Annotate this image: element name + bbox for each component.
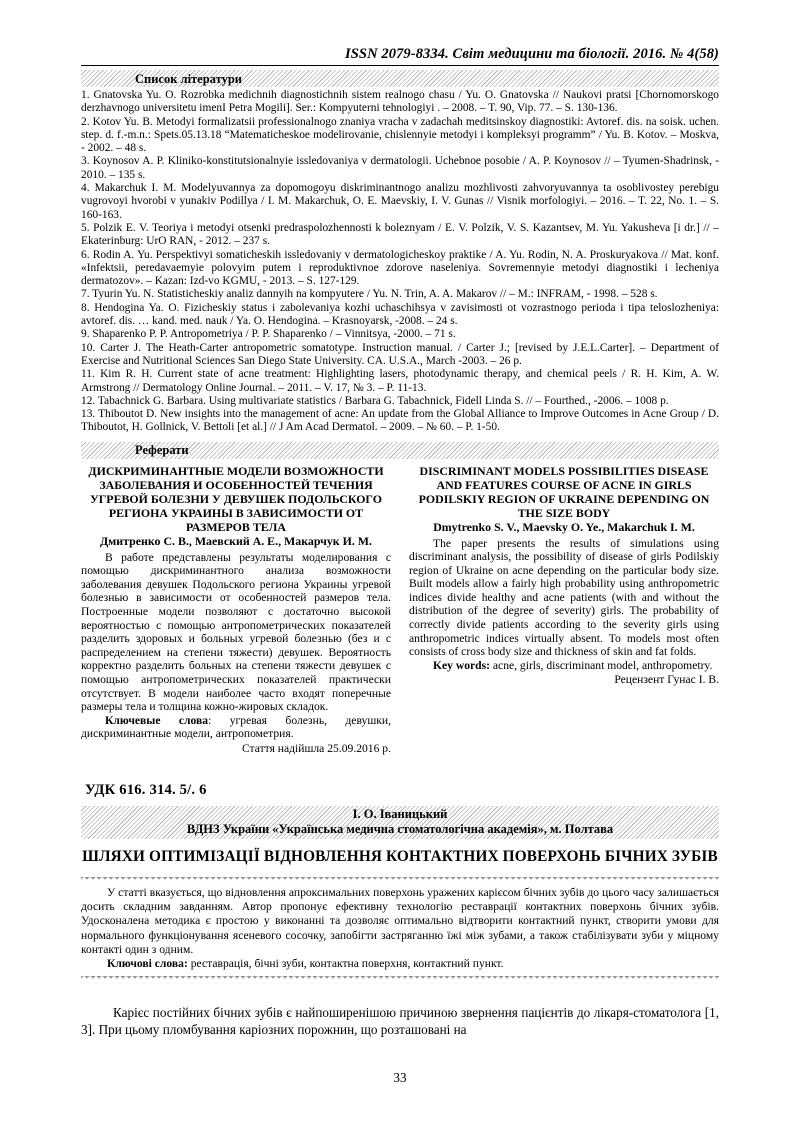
article2-abstract bbox=[81, 882, 719, 974]
abstract-en-keywords bbox=[409, 659, 719, 673]
reference-item: 11. Kim R. H. Current state of acne treatment: Highlighting lasers, photodynamic therapy, and chemical peels / R. H. Kim, A. W. Armstrong // Dermatology Online Journal. – 2011. – V. 17, № 3. – P. 11-13. bbox=[81, 368, 719, 394]
abstract-ru-keywords-label: Ключевые слова bbox=[105, 713, 209, 727]
reference-item: 7. Tyurin Yu. N. Statisticheskiy analiz dannyih na kompyutere / Yu. N. Trin, A. A. Makarov // – M.: INFRAM, - 1998. – 528 s. bbox=[81, 288, 658, 301]
abstract-ru-footer: Стаття надійшла 25.09.2016 р. bbox=[241, 741, 391, 755]
abstract-en-authors: Dmytrenko S. V., Maevsky O. Ye., Makarchuk I. M. bbox=[433, 520, 695, 535]
reference-item: 10. Carter J. The Heath-Carter antropometric somatotype. Instruction manual. / Carter J.; [revised by J.E.L.Carter]. – Department of Exercise and Nutritional Sciences San Diego State University. CA. U.S.A., March -2003. – 26 p. bbox=[81, 341, 719, 367]
article2-body bbox=[81, 1005, 719, 1038]
abstract-russian bbox=[81, 464, 391, 756]
reference-item: 9. Shaparenko P. P. Antropometriya / P. P. Shaparenko / – Vinnitsya, -2000. – 71 s. bbox=[81, 328, 456, 341]
reference-item: 6. Rodin A. Yu. Perspektivyi somaticheskih issledovaniy v dermatologicheskoy praktike / A. Yu. Rodin, N. A. Proskuryakova // Mat. konf. «Infektsii, peredavaemyie polovyim putem i reproduktivnoe zdorove naseleniya. Sovremennyie metodyi diagnostiki i lecheniya dermatozov». – Kazan: Izd-vo KGMU, - 2013. – S. 127-129. bbox=[81, 248, 719, 288]
article2-affiliation: ВДНЗ України «Українська медична стоматологічна академія», м. Полтава bbox=[186, 821, 614, 836]
article2-title: ШЛЯХИ ОПТИМІЗАЦІЇ ВІДНОВЛЕННЯ КОНТАКТНИХ ПОВЕРХОНЬ БІЧНИХ ЗУБІВ bbox=[82, 847, 718, 865]
article2-abstract-body: У статті вказується, що відновлення апроксимальних поверхонь уражених карієсом бічних зубів до цього часу залишається досить складним завданням. Автор пропонує ефективну технологію реставрації контактних поверхонь бічних зубів. Удосконалена методика є простою у виконанні та дозволяє оптимально відтворити контактний пункт, створити умови для нормального функціонування ясеневого сосочку, запобігти застряганню їжі між зубами, а також стабілізувати зуби у міцному контакті один з одним. bbox=[81, 885, 719, 956]
article2-body-paragraph: Карієс постійних бічних зубів є найпоширенішою причиною звернення пацієнтів до лікаря-стоматолога [1, 3]. При цьому пломбування каріозних порожнин, що розташовані на bbox=[81, 1005, 719, 1037]
abstract-ru-keywords-text: : угревая болезнь, девушки, дискриминантные модели, антропометрия. bbox=[81, 713, 391, 741]
running-head: ISSN 2079-8334. Світ медицини та біології. 2016. № 4(58) bbox=[345, 46, 719, 62]
article2-author-band bbox=[81, 806, 719, 839]
abstract-english bbox=[409, 464, 719, 756]
reference-item: 2. Kotov Yu. B. Metodyi formalizatsii professionalnogo znaniya vracha v zadachah meditsinskoy diagnostiki: Avtoref. dis. na soisk. uchen. step. d. f.-m.n.: Spets.05.13.18 “Matematicheskoe modelirovanie, chislennyie metodyi i kompleksyi programm” / Yu. B. Kotov. – Moskva, - 2002. – 48 s. bbox=[81, 115, 719, 155]
abstract-en-keywords-label: Key words: bbox=[433, 658, 490, 672]
page-number: 33 bbox=[393, 1070, 407, 1085]
abstract-en-title: DISCRIMINANT MODELS POSSIBILITIES DISEASE AND FEATURES COURSE OF ACNE IN GIRLS PODILSKIY REGION OF UKRAINE DEPENDING ON THE SIZE BODY bbox=[418, 463, 710, 520]
article2-keywords bbox=[81, 957, 719, 971]
abstract-ru-keywords bbox=[81, 714, 391, 741]
abstract-en-keywords-text: acne, girls, discriminant model, anthropometry. bbox=[490, 658, 713, 672]
references-band-label: Список літератури bbox=[135, 71, 242, 86]
reference-item: 5. Polzik E. V. Teoriya i metodyi otsenki predraspolozhennosti k boleznyam / E. V. Polzik, V. S. Kazantsev, M. Yu. Yakusheva [i dr.] // – Ekaterinburg: UrO RAN, - 2012. – 237 s. bbox=[81, 221, 719, 248]
abstract-ru-title: ДИСКРИМИНАНТНЫЕ МОДЕЛИ ВОЗМОЖНОСТИ ЗАБОЛЕВАНИЯ И ОСОБЕННОСТЕЙ ТЕЧЕНИЯ УГРЕВОЙ БОЛЕЗНИ У ДЕВУШЕК ПОДОЛЬСКОГО РЕГИОНА УКРАИНЫ В ЗАВИСИМОСТИ ОТ РАЗМЕРОВ ТЕЛА bbox=[88, 463, 384, 535]
article2-keywords-label: Ключові слова: bbox=[107, 956, 188, 970]
abstracts-band-label: Реферати bbox=[135, 442, 189, 457]
abstract-ru-authors: Дмитренко С. В., Маевский А. Е., Макарчук И. М. bbox=[99, 534, 372, 549]
page-content bbox=[81, 0, 719, 1038]
article2-udk: УДК 616. 314. 5/. 6 bbox=[85, 781, 207, 798]
references-section-band bbox=[81, 70, 719, 87]
abstract-top-rule bbox=[81, 875, 719, 882]
reference-item: 13. Thiboutot D. New insights into the management of acne: An update from the Global Alliance to Improve Outcomes in Acne Group / D. Thiboutot, H. Gollnick, V. Bettoli [et al.] // J Am Acad Dermatol. – 2009. – № 60. – P. 1-50. bbox=[81, 408, 719, 434]
abstract-en-footer: Рецензент Гунас І. В. bbox=[614, 673, 719, 687]
abstract-ru-body: В работе представлены результаты моделирования с помощью дискриминантного анализа возможности заболевания девушек Подольского региона Украины угревой болезнью в зависимости от особенностей размеров тела. Построенные модели позволяют с достаточно высокой вероятностью с помощью антропометрических показателей разделить здоровых и больных угревой болезнью (без и с распределением на степени тяжести) девушек. Вероятность корректно разделить больных на степени тяжести девушек с помощью антропометрических показателей практически отсутствует. В модели наиболее часто входят поперечные размеры тела и толщина кожно-жировых складок. bbox=[81, 550, 391, 714]
reference-item: 8. Hendogina Ya. O. Fizicheskiy status i zabolevaniya kozhi uchaschihsya v zavisimosti ot vozrastnogo perioda i tipa teloslozheniya: avtoref. dis. … kand. med. nauk / Ya. O. Hendogina. – Krasnoyarsk, -2008. – 24 s. bbox=[81, 301, 719, 328]
abstract-en-body: The paper presents the results of simulations using discriminant analysis, the possibility of disease of girls Podilskiy region of Ukraine on acne depending on the particular body size. Built models allow a fairly high probability using anthropometric indices divide healthy and acne patients (with and without the distribution of the degree of severity) girls. The probability of correctly divide patients according to the severity girls using anthropometric indices virtually absent. To models most often consists of cross body size and thickness of skin and fat folds. bbox=[409, 536, 719, 659]
reference-item: 1. Gnatovska Yu. O. Rozrobka medichnih diagnostichnih sistem realnogo chasu / Yu. O. Gnatovska // Naukovi pratsi [Chornomorskogo derzhavnogo universitetu imenI Petra Mogili]. Ser.: Kompyuterni tehnologiyi . – 2008. – T. 90, Vip. 77. – S. 130-136. bbox=[81, 89, 719, 115]
header-rule bbox=[81, 65, 719, 66]
abstracts-section-band bbox=[81, 442, 719, 459]
reference-item: 12. Tabachnick G. Barbara. Using multivariate statistics / Barbara G. Tabachnick, Fidell Linda S. // – Fourthed., -2006. – 1008 p. bbox=[81, 394, 669, 407]
references-list bbox=[81, 89, 719, 435]
abstract-bottom-rule bbox=[81, 974, 719, 981]
abstracts-columns bbox=[81, 464, 719, 756]
reference-item: 4. Makarchuk I. M. Modelyuvannya za dopomogoyu diskriminantnogo analizu mozhlivosti zahvoryuvannya ta osoblivostey perebigu vugrovoyi hvorobi v yunakiv Podillya / I. M. Makarchuk, O. E. Maevskiy, I. V. Gunas // Visnik morfologiyi. – 2016. – T. 22, No. 1. – S. 160-163. bbox=[81, 182, 719, 221]
reference-item: 3. Koynosov A. P. Kliniko-konstitutsionalnyie issledovaniya v dermatologii. Uchebnoe posobie / A. P. Koynosov // – Tyumen-Shadrinsk, - 2010. – 135 s. bbox=[81, 155, 719, 181]
article2-keywords-text: реставрація, бічні зуби, контактна поверхня, контактний пункт. bbox=[187, 956, 504, 970]
article2-author: І. О. Іваницький bbox=[352, 806, 448, 821]
